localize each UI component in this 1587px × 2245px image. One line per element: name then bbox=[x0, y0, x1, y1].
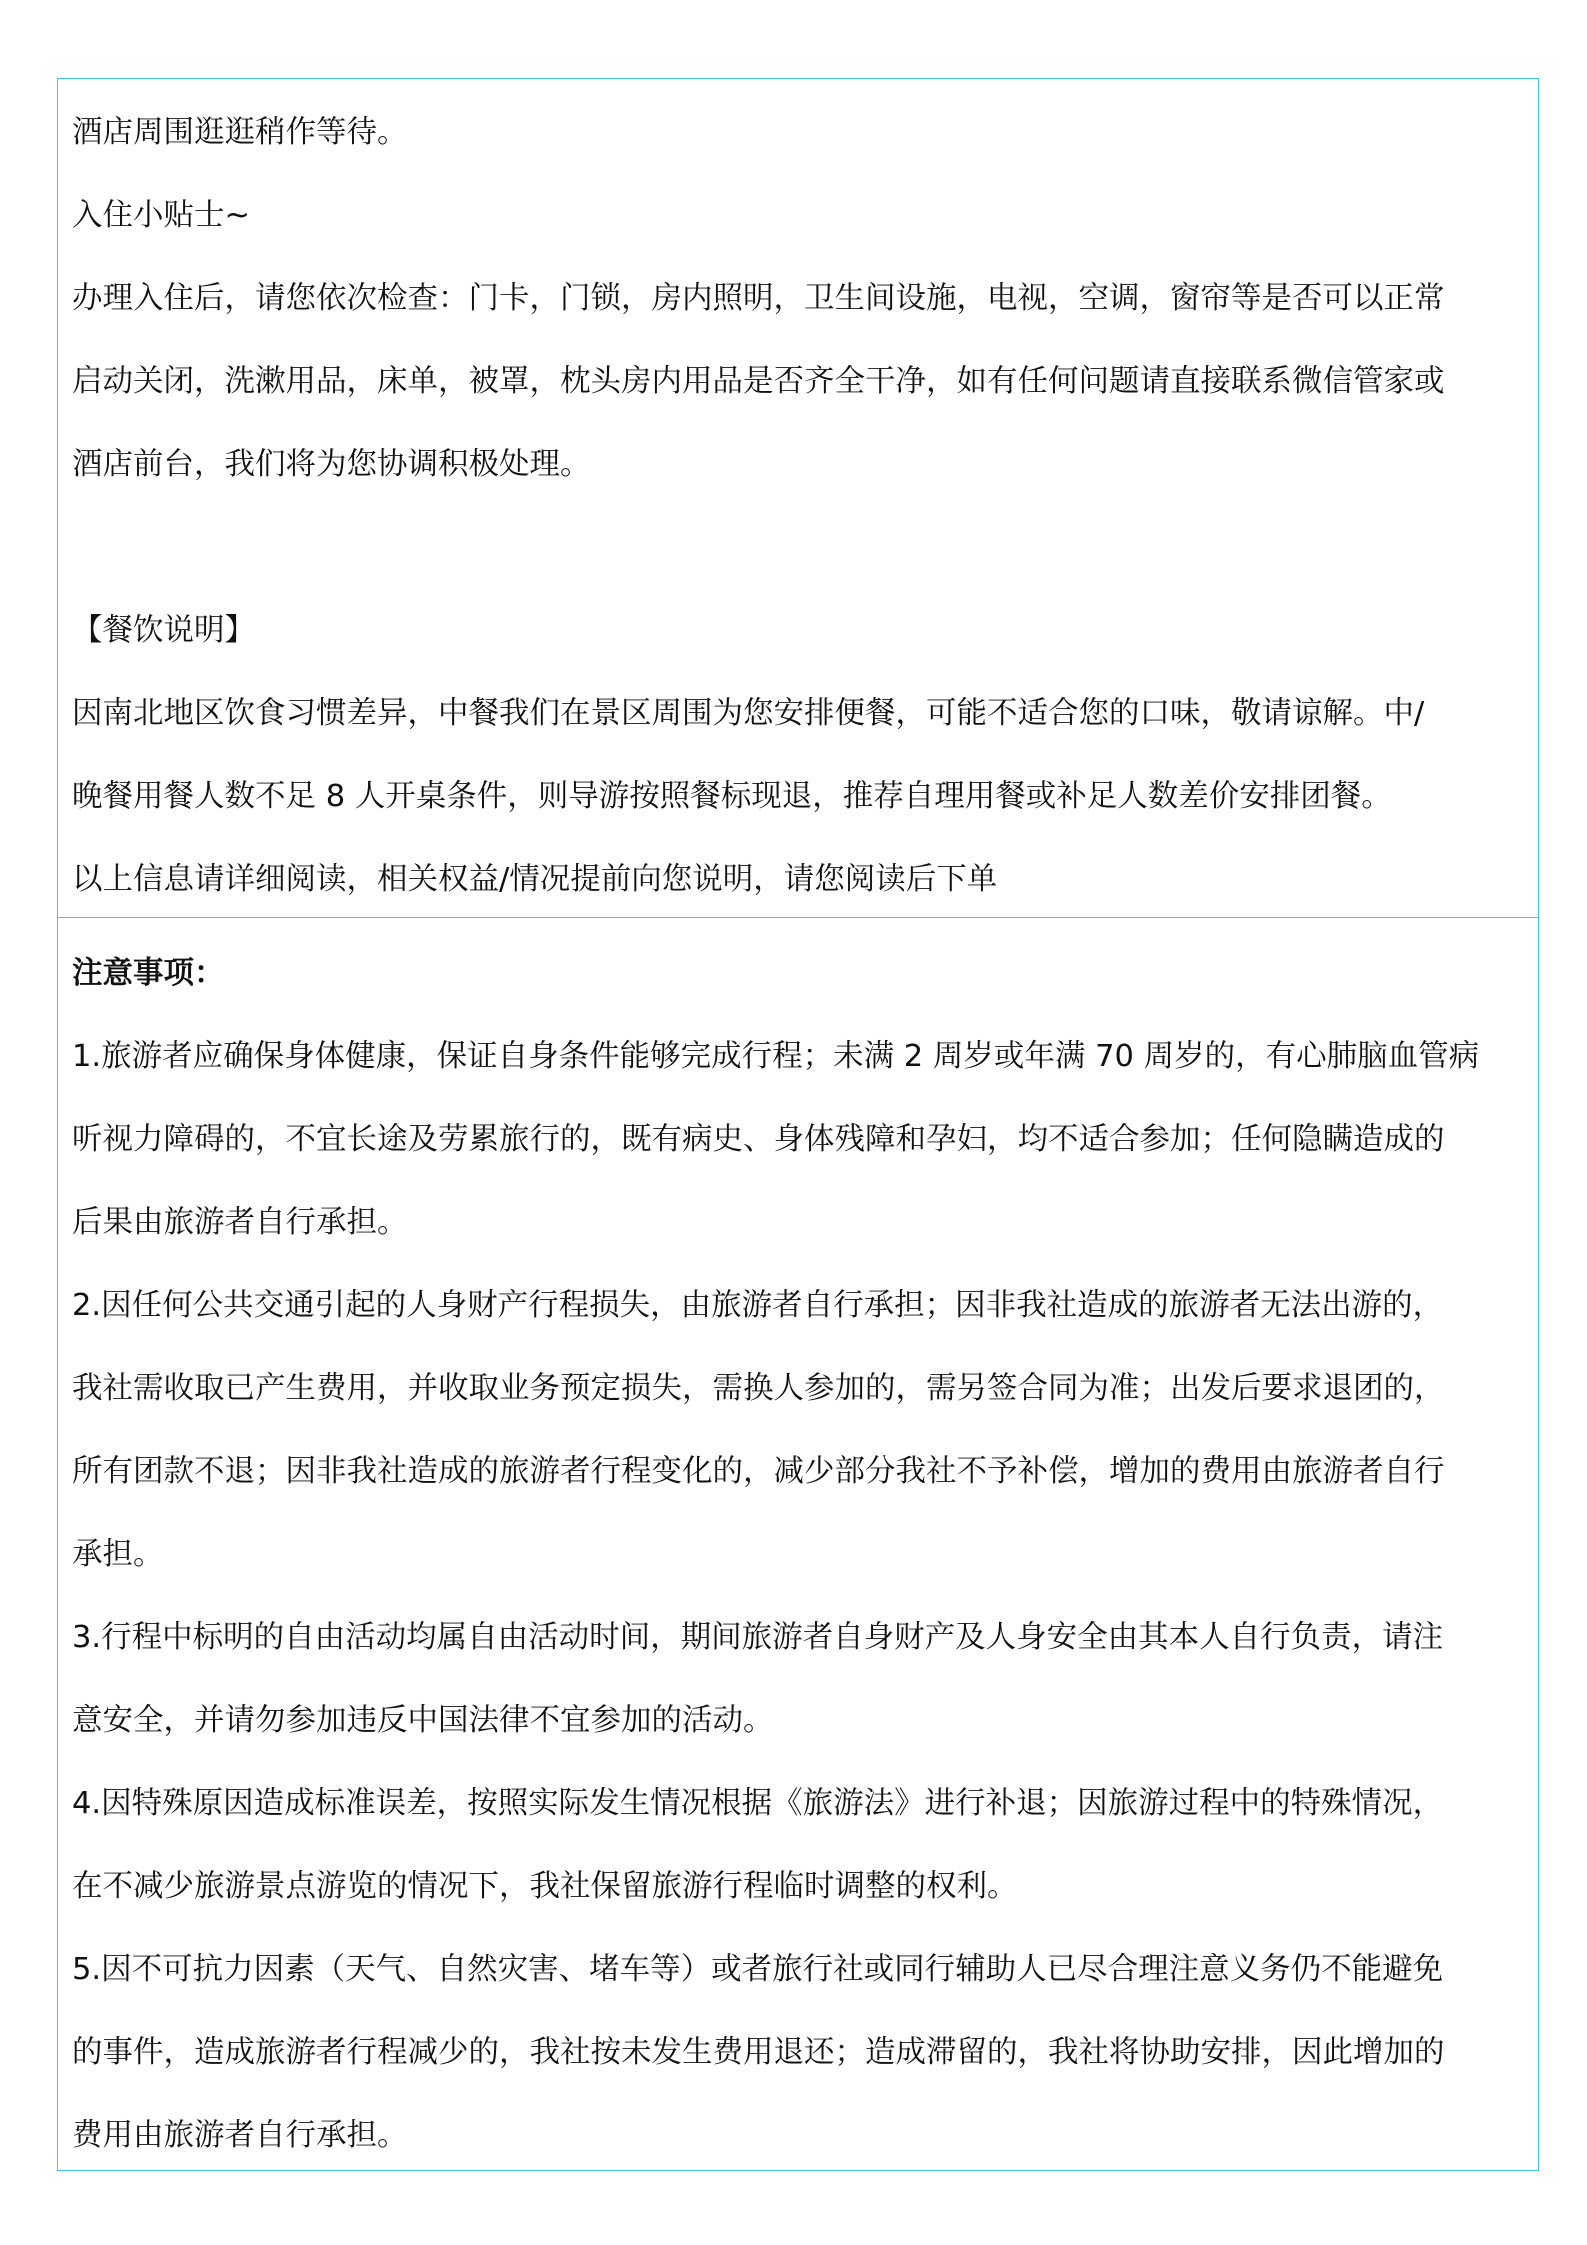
notes-heading: 注意事项： bbox=[72, 956, 225, 991]
intro-cell bbox=[58, 79, 1538, 917]
text-line: 的事件，造成旅游者行程减少的，我社按未发生费用退还；造成滞留的，我社将协助安排，因此增加的 bbox=[72, 2035, 1445, 2070]
blank-line bbox=[72, 506, 1524, 589]
text-line: 酒店周围逛逛稍作等待。 bbox=[72, 115, 408, 150]
text-line: 4.因特殊原因造成标准误差，按照实际发生情况根据《旅游法》进行补退；因旅游过程中的特殊情况， bbox=[72, 1786, 1444, 1821]
text-line: 承担。 bbox=[72, 1537, 164, 1572]
text-line: 3.行程中标明的自由活动均属自由活动时间，期间旅游者自身财产及人身安全由其本人自行负责，请注 bbox=[72, 1620, 1444, 1655]
text-line: 入住小贴士~ bbox=[72, 198, 251, 233]
text-line: 费用由旅游者自行承担。 bbox=[72, 2118, 408, 2153]
text-line: 办理入住后，请您依次检查：门卡，门锁，房内照明，卫生间设施，电视，空调，窗帘等是否可以正常 bbox=[72, 281, 1445, 316]
notes-cell bbox=[58, 917, 1538, 2170]
text-line: 听视力障碍的，不宜长途及劳累旅行的，既有病史、身体残障和孕妇，均不适合参加；任何隐瞒造成的 bbox=[72, 1122, 1445, 1157]
document-table bbox=[57, 78, 1539, 2171]
text-line: 以上信息请详细阅读，相关权益/情况提前向您说明，请您阅读后下单 bbox=[72, 862, 998, 897]
text-line: 后果由旅游者自行承担。 bbox=[72, 1205, 408, 1240]
text-line: 在不减少旅游景点游览的情况下，我社保留旅游行程临时调整的权利。 bbox=[72, 1869, 1018, 1904]
text-line: 5.因不可抗力因素（天气、自然灾害、堵车等）或者旅行社或同行辅助人已尽合理注意义务仍不能避免 bbox=[72, 1952, 1444, 1987]
text-line: 酒店前台，我们将为您协调积极处理。 bbox=[72, 447, 591, 482]
text-line: 启动关闭，洗漱用品，床单，被罩，枕头房内用品是否齐全干净，如有任何问题请直接联系微信管家或 bbox=[72, 364, 1445, 399]
text-line: 因南北地区饮食习惯差异，中餐我们在景区周围为您安排便餐，可能不适合您的口味，敬请谅解。中/ bbox=[72, 696, 1425, 731]
text-line: 2.因任何公共交通引起的人身财产行程损失，由旅游者自行承担；因非我社造成的旅游者无法出游的， bbox=[72, 1288, 1444, 1323]
text-line: 1.旅游者应确保身体健康，保证自身条件能够完成行程；未满 2 周岁或年满 70 周岁的，有心肺脑血管病 bbox=[72, 1039, 1480, 1074]
text-line: 意安全，并请勿参加违反中国法律不宜参加的活动。 bbox=[72, 1703, 774, 1738]
text-line: 晚餐用餐人数不足 8 人开桌条件，则导游按照餐标现退，推荐自理用餐或补足人数差价安排团餐。 bbox=[72, 779, 1392, 814]
text-line: 所有团款不退；因非我社造成的旅游者行程变化的，减少部分我社不予补偿，增加的费用由旅游者自行 bbox=[72, 1454, 1445, 1489]
text-line: 我社需收取已产生费用，并收取业务预定损失，需换人参加的，需另签合同为准；出发后要求退团的， bbox=[72, 1371, 1445, 1406]
section-heading: 【餐饮说明】 bbox=[72, 613, 255, 648]
